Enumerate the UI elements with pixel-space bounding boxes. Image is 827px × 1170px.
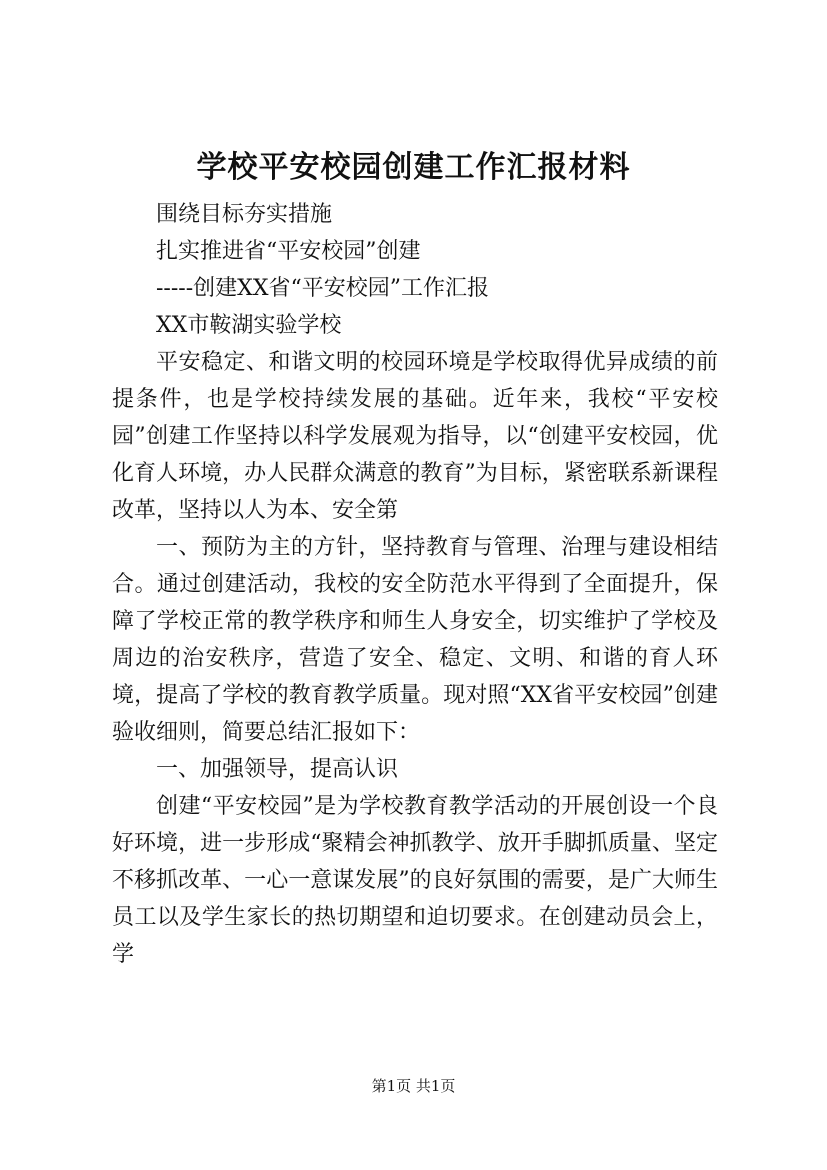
subtitle-line-3: -----创建XX省“平安校园”工作汇报 — [156, 276, 489, 301]
page-footer: 第1页 共1页 — [371, 1077, 456, 1095]
subtitle-line-2: 扎实推进省“平安校园”创建 — [156, 239, 421, 264]
school-name: XX市鞍湖实验学校 — [156, 313, 342, 338]
document-title: 学校平安校园创建工作汇报材料 — [196, 150, 631, 185]
body-paragraph: 平安稳定、和谐文明的校园环境是学校取得优异成绩的前提条件，也是学校持续发展的基础。近年来，我校“平安校园”创建工作坚持以科学发展观为指导，以“创建平安校园，优化育人环境，办人民群众满意的教育”为目标，紧密联系新课程改革，坚持以人为本、安全第 — [112, 350, 718, 523]
body-paragraph: 创建“平安校园”是为学校教育教学活动的开展创设一个良好环境，进一步形成“聚精会神抓教学、放开手脚抓质量、坚定不移抓改革、一心一意谋发展”的良好氛围的需要，是广大师生员工以及学生家长的热切期望和迫切要求。在创建动员会上，学 — [112, 794, 718, 967]
subtitle-line-1: 围绕目标夯实措施 — [156, 202, 333, 227]
document-body — [112, 196, 718, 973]
section-heading: 一、加强领导，提高认识 — [156, 757, 399, 782]
body-paragraph: 一、预防为主的方针，坚持教育与管理、治理与建设相结合。通过创建活动，我校的安全防范水平得到了全面提升，保障了学校正常的教学秩序和师生人身安全，切实维护了学校及周边的治安秩序，营造了安全、稳定、文明、和谐的育人环境，提高了学校的教育教学质量。现对照“XX省平安校园”创建验收细则，简要总结汇报如下： — [112, 535, 718, 745]
